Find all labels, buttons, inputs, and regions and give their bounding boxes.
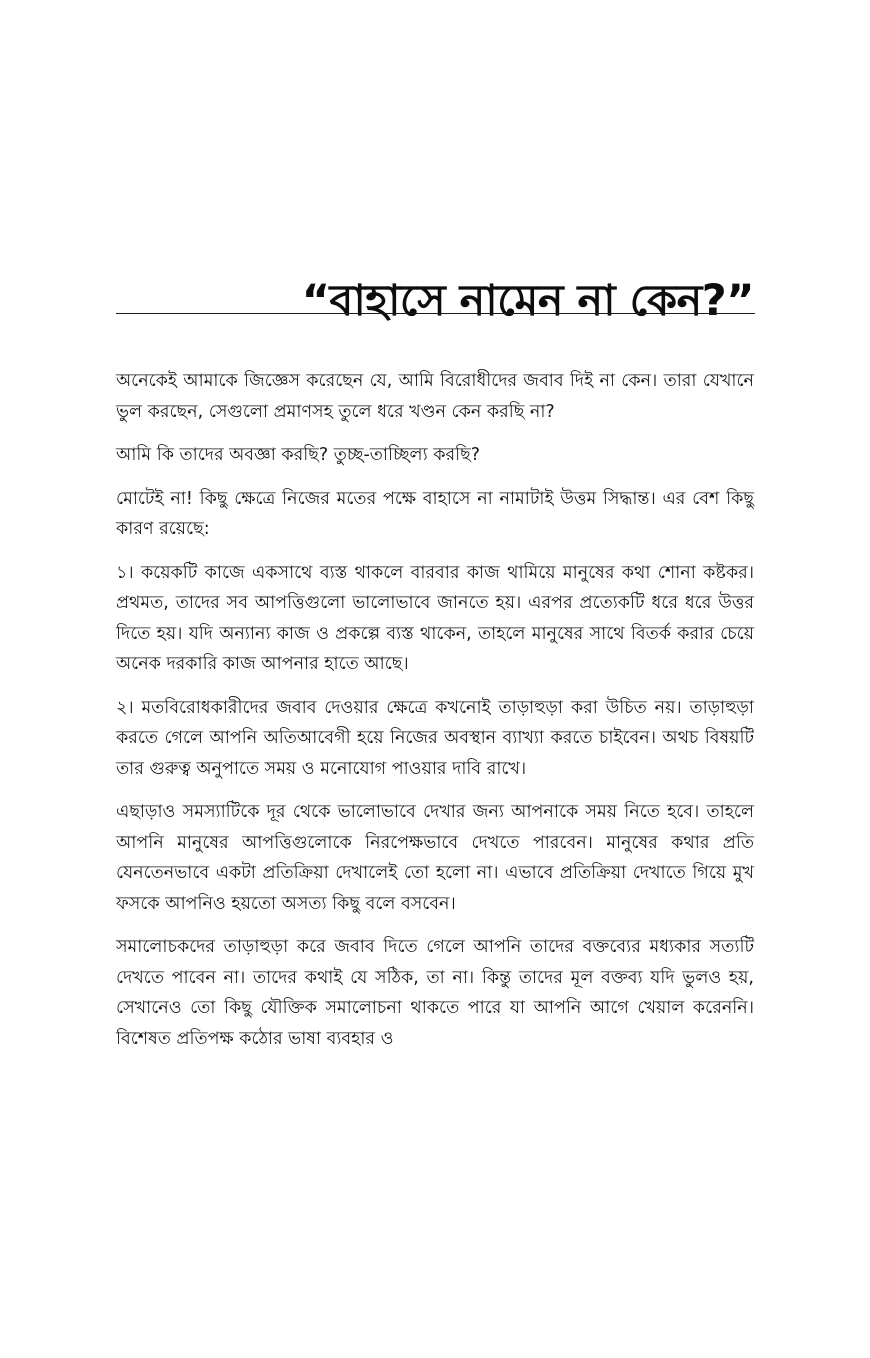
paragraph-7: সমালোচকদের তাড়াহুড়া করে জবাব দিতে গেলে আপনি তাদের বক্তব্যের মধ্যকার সত্যটি দেখতে পাবেন না। তাদের কথাই যে সঠিক, তা না। কিন্তু তাদের মূল বক্তব্য যদি ভুলও হয়, সেখানেও তো কিছু যৌক্তিক সমালোচনা থাকতে পারে যা আপনি আগে খেয়াল করেননি। বিশেষত প্রতিপক্ষ কঠোর ভাষা ব্যবহার ও [116,937,754,1049]
paragraph-2: আমি কি তাদের অবজ্ঞা করছি? তুচ্ছ-তাচ্ছিল্য করছি? [116,445,480,465]
paragraph-6: এছাড়াও সমস্যাটিকে দূর থেকে ভালোভাবে দেখার জন্য আপনাকে সময় নিতে হবে। তাহলে আপনি মানুষের আপত্তিগুলোকে নিরপেক্ষভাবে দেখতে পারবেন। মানুষের কথার প্রতি যেনতেনভাবে একটা প্রতিক্রিয়া দেখালেই তো হলো না। এভাবে প্রতিক্রিয়া দেখাতে গিয়ে মুখ ফসকে আপনিও হয়তো অসত্য কিছু বলে বসবেন। [116,802,754,914]
chapter-title: “বাহাসে নামেন না কেন?” [301,275,754,326]
body-text [116,366,754,1067]
paragraph-1: অনেকেই আমাকে জিজ্ঞেস করেছেন যে, আমি বিরোধীদের জবাব দিই না কেন। তারা যেখানে ভুল করছেন, সেগুলো প্রমাণসহ তুলে ধরে খণ্ডন কেন করছি না? [116,371,754,422]
title-divider [116,313,755,314]
paragraph-3: মোটেই না! কিছু ক্ষেত্রে নিজের মতের পক্ষে বাহাসে না নামাটাই উত্তম সিদ্ধান্ত। এর বেশ কিছু কারণ রয়েছে: [116,488,754,539]
paragraph-4: ১। কয়েকটি কাজে একসাথে ব্যস্ত থাকলে বারবার কাজ থামিয়ে মানুষের কথা শোনা কষ্টকর। প্রথমত, তাদের সব আপত্তিগুলো ভালোভাবে জানতে হয়। এরপর প্রত্যেকটি ধরে ধরে উত্তর দিতে হয়। যদি অন্যান্য কাজ ও প্রকল্পে ব্যস্ত থাকেন, তাহলে মানুষের সাথে বিতর্ক করার চেয়ে অনেক দরকারি কাজ আপনার হাতে আছে। [116,562,754,674]
paragraph-5: ২। মতবিরোধকারীদের জবাব দেওয়ার ক্ষেত্রে কখনোই তাড়াহুড়া করা উচিত নয়। তাড়াহুড়া করতে গেলে আপনি অতিআবেগী হয়ে নিজের অবস্থান ব্যাখ্যা করতে চাইবেন। অথচ বিষয়টি তার গুরুত্ব অনুপাতে সময় ও মনোযোগ পাওয়ার দাবি রাখে। [116,697,754,779]
